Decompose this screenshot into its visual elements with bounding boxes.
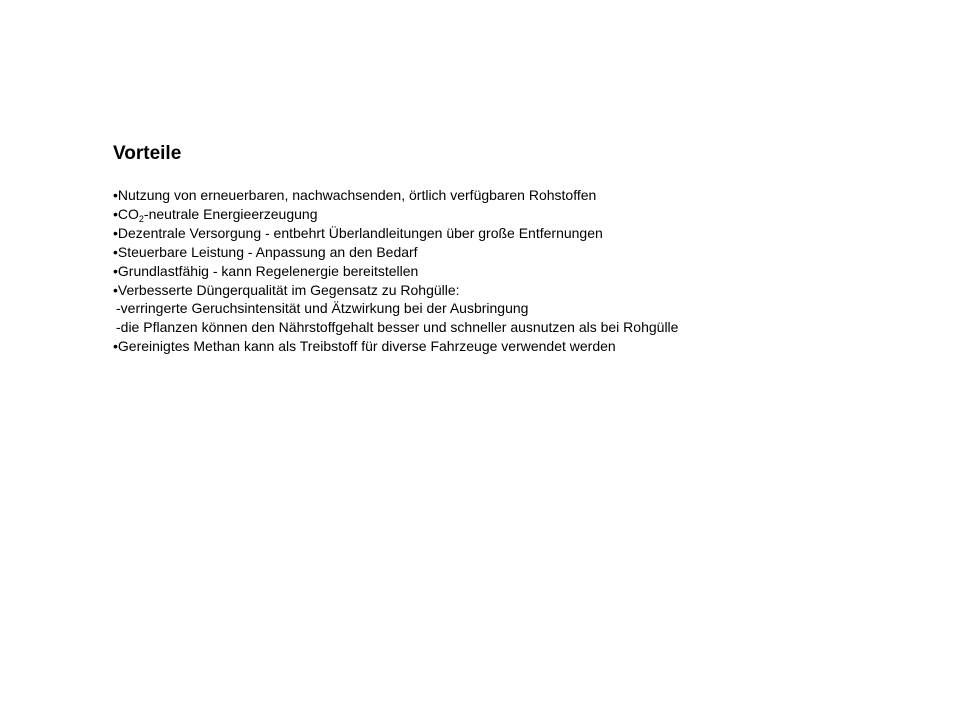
bullet-marker: • [113, 338, 118, 355]
bullet-item [113, 224, 913, 243]
bullet-text: Dezentrale Versorgung - entbehrt Überlandleitungen über große Entfernungen [117, 224, 603, 241]
bullet-marker: • [113, 187, 118, 203]
bullet-text-suffix: -neutrale Energieerzeugung [143, 205, 318, 222]
subscript-two: 2 [138, 213, 144, 224]
bullet-item [113, 262, 913, 281]
bullet-text-prefix: CO [117, 205, 139, 222]
bullet-item [113, 281, 913, 300]
slide-content [113, 142, 913, 356]
bullet-item [113, 243, 913, 262]
sub-item-text: -verringerte Geruchsintensität und Ätzwirkung bei der Ausbringung [116, 300, 529, 317]
bullet-item [113, 205, 913, 224]
bullet-text: Verbesserte Düngerqualität im Gegensatz zu Rohgülle: [117, 281, 460, 298]
sub-item [113, 299, 913, 318]
bullet-marker: • [113, 262, 118, 279]
bullet-list [113, 186, 913, 356]
bullet-text: Nutzung von erneuerbaren, nachwachsenden, örtlich verfügbaren Rohstoffen [117, 187, 597, 203]
bullet-text: Gereinigtes Methan kann als Treibstoff für diverse Fahrzeuge verwendet werden [117, 338, 616, 355]
bullet-item [113, 186, 913, 205]
bullet-marker: • [113, 205, 118, 222]
bullet-text: Steuerbare Leistung - Anpassung an den Bedarf [117, 243, 418, 260]
bullet-marker: • [113, 281, 118, 298]
bullet-marker: • [113, 243, 118, 260]
sub-item [113, 318, 913, 337]
bullet-text: Grundlastfähig - kann Regelenergie bereitstellen [117, 262, 419, 279]
bullet-item [113, 337, 913, 356]
slide-title: Vorteile [113, 143, 182, 164]
bullet-marker: • [113, 224, 118, 241]
sub-item-text: -die Pflanzen können den Nährstoffgehalt besser und schneller ausnutzen als bei Rohgülle [116, 319, 679, 336]
